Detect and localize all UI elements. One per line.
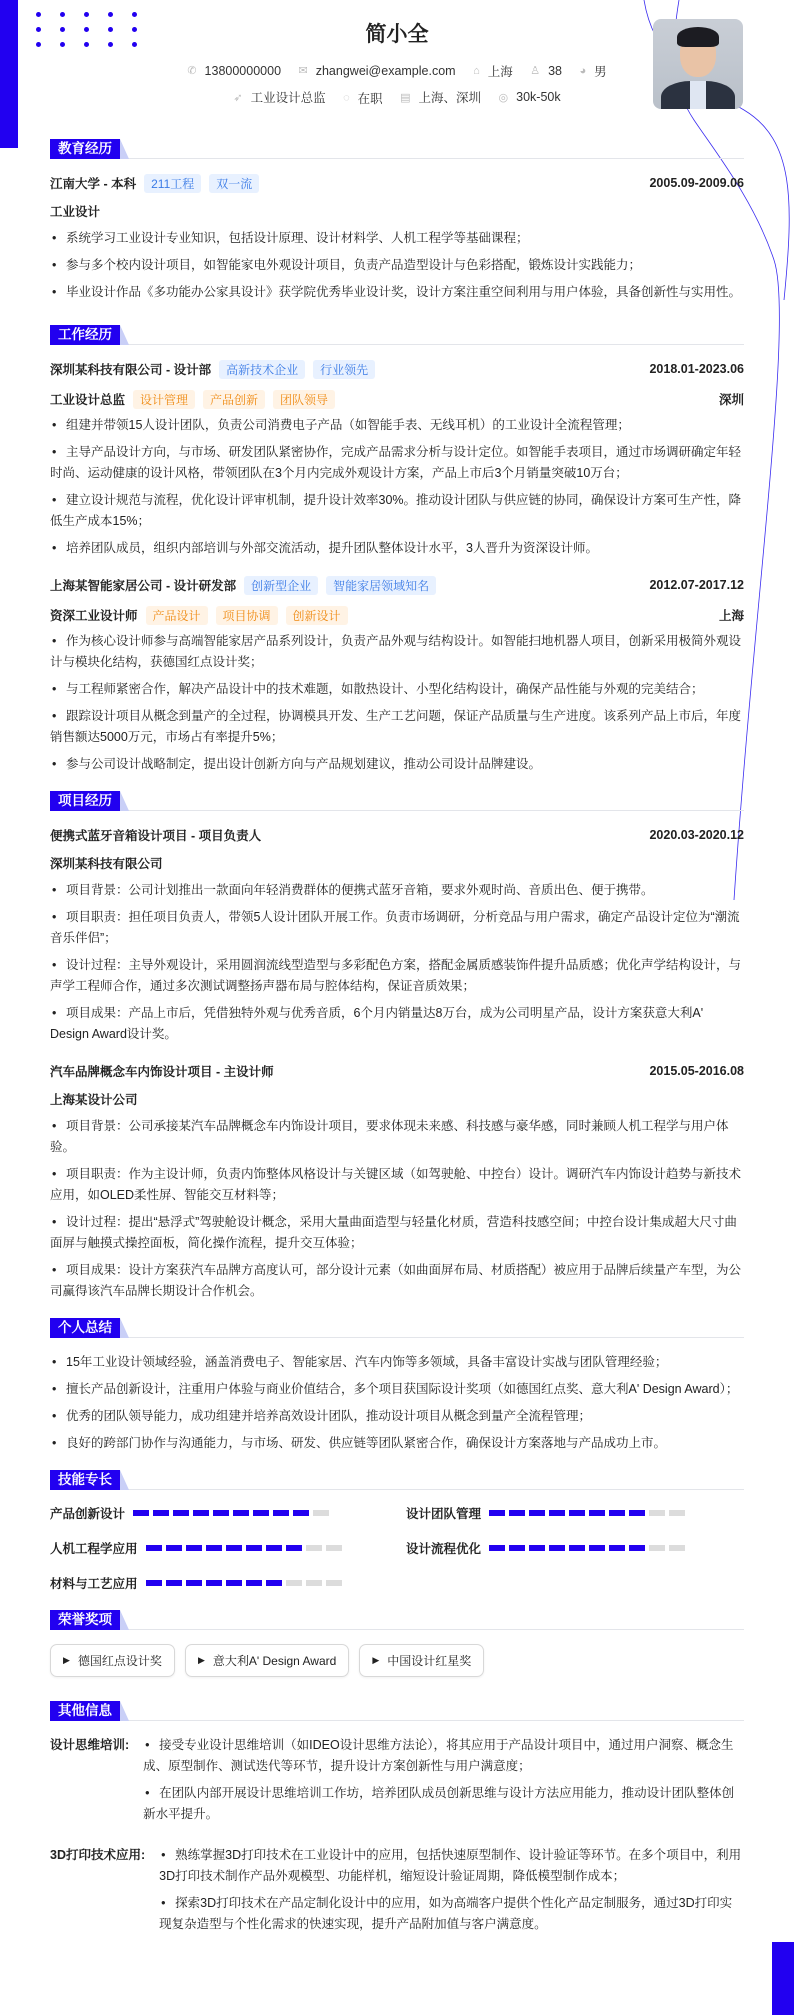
bullet-item: • 项目职责：作为主设计师，负责内饰整体风格设计与关键区域（如驾驶舱、中控台）设计。调研汽车内饰设计趋势与新技术应用，如OLED柔性屏、智能交互材料等； — [50, 1164, 744, 1206]
section-title: 荣誉奖项 — [50, 1610, 120, 1630]
major: 工业设计 — [50, 205, 101, 219]
level-segment-filled — [193, 1510, 209, 1516]
dot — [132, 12, 137, 17]
project-entry — [50, 1061, 744, 1302]
bullet-item: • 接受专业设计思维培训（如IDEO设计思维方法论），将其应用于产品设计项目中，通过用户洞察、概念生成、原型制作、测试迭代等环节，提升设计方案创新性与用户满意度； — [143, 1735, 744, 1777]
skills-grid — [50, 1504, 744, 1592]
contact-row — [0, 62, 794, 80]
project-title: 便携式蓝牙音箱设计项目 - 项目负责人 — [50, 829, 262, 843]
bullet-list — [50, 1116, 744, 1302]
job-intent-row — [0, 88, 794, 107]
level-segment-filled — [166, 1580, 182, 1586]
bullet-item: • 作为核心设计师参与高端智能家居产品系列设计，负责产品外观与结构设计。如智能扫地机器人项目，创新采用极简外观设计与模块化结构，获德国红点设计奖； — [50, 631, 744, 673]
tag: 设计管理 — [133, 390, 195, 409]
award-name: 意大利A' Design Award — [212, 1654, 337, 1668]
level-segment-filled — [286, 1545, 302, 1551]
position: 工业设计总监 — [250, 91, 326, 105]
tag: 创新型企业 — [244, 576, 318, 595]
section-title: 项目经历 — [50, 791, 120, 811]
city: 上海 — [487, 65, 513, 79]
bullet-list — [50, 1352, 744, 1454]
other-info-label: 3D打印技术应用: — [50, 1848, 146, 1862]
section-header-other — [50, 1701, 744, 1721]
tag: 高新技术企业 — [219, 360, 305, 379]
email-icon: ✉ — [298, 65, 308, 77]
work-header — [50, 359, 744, 379]
status-icon: ◌ — [343, 91, 350, 104]
gender: 男 — [594, 65, 607, 79]
decorative-corner-bar — [772, 1942, 794, 2015]
award-name: 德国红点设计奖 — [77, 1654, 162, 1668]
bullet-item: • 参与公司设计战略制定，提出设计创新方向与产品规划建议，推动公司设计品牌建设。 — [50, 754, 744, 775]
bullet-item: • 参与多个校内设计项目，如智能家电外观设计项目，负责产品造型设计与色彩搭配，锻炼设计实践能力； — [50, 255, 744, 276]
level-segment-empty — [649, 1510, 665, 1516]
level-segment-filled — [246, 1545, 262, 1551]
tag: 产品设计 — [146, 606, 208, 625]
level-segment-filled — [213, 1510, 229, 1516]
salary-icon: ◎ — [498, 91, 509, 104]
level-segment-empty — [649, 1545, 665, 1551]
dot — [60, 12, 65, 17]
level-segment-filled — [266, 1545, 282, 1551]
bullet-item: • 优秀的团队领导能力，成功组建并培养高效设计团队，推动设计项目从概念到量产全流程管理； — [50, 1406, 744, 1427]
education-title-group — [50, 174, 259, 193]
bullet-item: • 项目背景：公司计划推出一款面向年轻消费群体的便携式蓝牙音箱，要求外观时尚、音质出色、便于携带。 — [50, 880, 744, 901]
tag: 产品创新 — [203, 390, 265, 409]
age: 38 — [548, 63, 562, 78]
bullet-item: • 毕业设计作品《多功能办公家具设计》获学院优秀毕业设计奖，设计方案注重空间利用与用户体验，具备创新性与实用性。 — [50, 282, 744, 303]
level-segment-filled — [529, 1510, 545, 1516]
phone: 13800000000 — [204, 63, 282, 78]
date: 2020.03-2020.12 — [649, 828, 744, 842]
date: 2015.05-2016.08 — [649, 1064, 744, 1078]
target-city: 上海、深圳 — [418, 91, 482, 105]
level-segment-empty — [326, 1580, 342, 1586]
skill-item — [406, 1539, 744, 1557]
skill-item — [406, 1504, 744, 1522]
section-header-awards — [50, 1610, 744, 1630]
bullet-item: • 组建并带领15人设计团队，负责公司消费电子产品（如智能手表、无线耳机）的工业设计全流程管理； — [50, 415, 744, 436]
level-segment-filled — [549, 1545, 565, 1551]
level-segment-filled — [233, 1510, 249, 1516]
section-title: 技能专长 — [50, 1470, 120, 1490]
tag: 211工程 — [144, 174, 201, 193]
bullet-list — [50, 880, 744, 1045]
level-segment-filled — [273, 1510, 289, 1516]
building-icon: ▤ — [400, 91, 411, 104]
candidate-name: 简小全 — [365, 23, 429, 46]
dot — [84, 12, 89, 17]
resume-content — [50, 139, 744, 1955]
tag: 行业领先 — [313, 360, 375, 379]
education-header — [50, 173, 744, 193]
bullet-item: • 设计过程：提出“悬浮式”驾驶舱设计概念，采用大量曲面造型与轻量化材质，营造科技感空间；中控台设计集成超大尺寸曲面屏与触摸式操控面板，简化操作流程，提升交互体验； — [50, 1212, 744, 1254]
skill-level-bar — [133, 1510, 329, 1516]
skill-name: 产品创新设计 — [50, 1507, 126, 1521]
role-group — [50, 390, 335, 409]
level-segment-filled — [489, 1545, 505, 1551]
level-segment-empty — [306, 1580, 322, 1586]
section-header-projects — [50, 791, 744, 811]
skill-name: 设计流程优化 — [406, 1542, 482, 1556]
school: 江南大学 - 本科 — [50, 177, 137, 191]
skill-item — [50, 1574, 406, 1592]
bullet-item: • 良好的跨部门协作与沟通能力，与市场、研发、供应链等团队紧密合作，确保设计方案落地与产品成功上市。 — [50, 1433, 744, 1454]
bullet-item: • 项目职责：担任项目负责人，带领5人设计团队开展工作。负责市场调研，分析竞品与用户需求，确定产品设计定位为“潮流音乐伴侣”； — [50, 907, 744, 949]
level-segment-filled — [133, 1510, 149, 1516]
company: 上海某智能家居公司 - 设计研发部 — [50, 579, 237, 593]
level-segment-filled — [226, 1545, 242, 1551]
role: 资深工业设计师 — [50, 609, 138, 623]
skill-item — [50, 1539, 406, 1557]
role: 工业设计总监 — [50, 393, 126, 407]
project-company: 上海某设计公司 — [50, 1093, 138, 1107]
section-title: 教育经历 — [50, 139, 120, 159]
dot — [108, 12, 113, 17]
date: 2018.01-2023.06 — [649, 362, 744, 376]
role-row — [50, 605, 744, 625]
role-row — [50, 389, 744, 409]
bullet-item: • 在团队内部开展设计思维培训工作坊，培养团队成员创新思维与设计方法应用能力，推动设计团队整体创新水平提升。 — [143, 1783, 744, 1825]
level-segment-filled — [629, 1545, 645, 1551]
level-segment-filled — [186, 1545, 202, 1551]
award-chip — [185, 1644, 349, 1677]
bullet-item: • 15年工业设计领域经验，涵盖消费电子、智能家居、汽车内饰等多领域，具备丰富设计实战与团队管理经验； — [50, 1352, 744, 1373]
other-info-body — [145, 1845, 744, 1941]
bullet-list — [50, 228, 744, 303]
level-segment-filled — [173, 1510, 189, 1516]
level-segment-filled — [246, 1580, 262, 1586]
home-icon: ⌂ — [473, 65, 480, 77]
dot — [36, 12, 41, 17]
location: 上海 — [718, 609, 744, 623]
bullet-list — [129, 1735, 744, 1825]
level-segment-filled — [266, 1580, 282, 1586]
section-title: 个人总结 — [50, 1318, 120, 1338]
bullet-item: • 探索3D打印技术在产品定制化设计中的应用，如为高端客户提供个性化产品定制服务，通过3D打印实现复杂造型与个性化需求的快速实现，提升产品附加值与客户满意度。 — [159, 1893, 744, 1935]
level-segment-filled — [146, 1580, 162, 1586]
level-segment-filled — [589, 1545, 605, 1551]
date: 2005.09-2009.06 — [649, 176, 744, 190]
level-segment-filled — [569, 1545, 585, 1551]
gender-icon: ◕ — [579, 65, 587, 77]
level-segment-filled — [509, 1510, 525, 1516]
date: 2012.07-2017.12 — [649, 578, 744, 592]
section-header-education — [50, 139, 744, 159]
project-entry — [50, 825, 744, 1045]
level-segment-empty — [669, 1545, 685, 1551]
status: 在职 — [357, 91, 383, 106]
bullet-item: • 项目成果：产品上市后，凭借独特外观与优秀音质，6个月内销量达8万台，成为公司明星产品，设计方案获意大利A' Design Award设计奖。 — [50, 1003, 744, 1045]
skill-name: 人机工程学应用 — [50, 1542, 138, 1556]
level-segment-filled — [153, 1510, 169, 1516]
level-segment-filled — [146, 1545, 162, 1551]
section-title: 其他信息 — [50, 1701, 120, 1721]
location: 深圳 — [718, 393, 744, 407]
award-chip — [359, 1644, 484, 1677]
role-group — [50, 606, 348, 625]
triangle-right-icon: ▶ — [63, 1655, 70, 1665]
tag: 智能家居领域知名 — [326, 576, 436, 595]
triangle-right-icon: ▶ — [197, 1655, 205, 1665]
skill-name: 材料与工艺应用 — [50, 1577, 138, 1591]
project-company: 深圳某科技有限公司 — [50, 857, 163, 871]
company: 深圳某科技有限公司 - 设计部 — [50, 363, 212, 377]
section-header-work — [50, 325, 744, 345]
project-title: 汽车品牌概念车内饰设计项目 - 主设计师 — [50, 1065, 274, 1079]
level-segment-filled — [186, 1580, 202, 1586]
bullet-item: • 设计过程：主导外观设计，采用圆润流线型造型与多彩配色方案，搭配金属质感装饰件提升品质感；优化声学结构设计，与声学工程师合作，通过多次测试调整扬声器布局与腔体结构，保证音质效果； — [50, 955, 744, 997]
award-name: 中国设计红星奖 — [387, 1654, 472, 1668]
section-header-summary — [50, 1318, 744, 1338]
other-info-item — [50, 1845, 744, 1941]
level-segment-filled — [206, 1580, 222, 1586]
level-segment-filled — [293, 1510, 309, 1516]
bullet-item: • 熟练掌握3D打印技术在工业设计中的应用，包括快速原型制作、设计验证等环节。在多个项目中，利用3D打印技术制作产品外观模型、功能样机，缩短设计验证周期，降低模型制作成本； — [159, 1845, 744, 1887]
bullet-item: • 擅长产品创新设计，注重用户体验与商业价值结合，多个项目获国际设计奖项（如德国红点奖、意大利A' Design Award）； — [50, 1379, 744, 1400]
bullet-item: • 主导产品设计方向，与市场、研发团队紧密协作，完成产品需求分析与设计定位。如智能手表项目，通过市场调研确定年轻时尚、运动健康的设计风格，带领团队在3个月内完成外观设计方案，产品上市后3个月销量突破10万台； — [50, 442, 744, 484]
section-title: 工作经历 — [50, 325, 120, 345]
level-segment-filled — [609, 1510, 625, 1516]
work-header — [50, 575, 744, 595]
skill-level-bar — [489, 1545, 685, 1551]
level-segment-empty — [669, 1510, 685, 1516]
level-segment-filled — [589, 1510, 605, 1516]
bullet-item: • 项目背景：公司承接某汽车品牌概念车内饰设计项目，要求体现未来感、科技感与豪华感，同时兼顾人机工程学与用户体验。 — [50, 1116, 744, 1158]
triangle-right-icon: ▶ — [372, 1655, 380, 1665]
skill-item — [50, 1504, 406, 1522]
level-segment-filled — [206, 1545, 222, 1551]
level-segment-filled — [489, 1510, 505, 1516]
skill-name: 设计团队管理 — [406, 1507, 482, 1521]
level-segment-filled — [609, 1545, 625, 1551]
summary-list — [50, 1352, 744, 1454]
company-group — [50, 576, 436, 595]
level-segment-filled — [549, 1510, 565, 1516]
bullet-list — [50, 631, 744, 775]
level-segment-empty — [306, 1545, 322, 1551]
other-info-label: 设计思维培训: — [50, 1738, 130, 1752]
salary: 30k-50k — [516, 90, 561, 104]
skill-level-bar — [489, 1510, 685, 1516]
skill-level-bar — [146, 1545, 342, 1551]
section-header-skills — [50, 1470, 744, 1490]
tag: 创新设计 — [286, 606, 348, 625]
email: zhangwei@example.com — [315, 63, 456, 78]
company-group — [50, 360, 375, 379]
project-header — [50, 825, 744, 845]
other-info-body — [129, 1735, 744, 1831]
level-segment-filled — [569, 1510, 585, 1516]
level-segment-filled — [509, 1545, 525, 1551]
level-segment-empty — [286, 1580, 302, 1586]
age-icon: ♙ — [530, 65, 541, 77]
tag: 双一流 — [209, 174, 259, 193]
bullet-item: • 建立设计规范与流程，优化设计评审机制，提升设计效率30%。推动设计团队与供应链的协同，确保设计方案可生产性，降低生产成本15%； — [50, 490, 744, 532]
education-entry — [50, 173, 744, 303]
skill-level-bar — [146, 1580, 342, 1586]
bullet-item: • 项目成果：设计方案获汽车品牌方高度认可，部分设计元素（如曲面屏布局、材质搭配）被应用于品牌后续量产车型，为公司赢得该汽车品牌长期设计合作机会。 — [50, 1260, 744, 1302]
bullet-item: • 与工程师紧密合作，解决产品设计中的技术难题，如散热设计、小型化结构设计，确保产品性能与外观的完美结合； — [50, 679, 744, 700]
bullet-list — [145, 1845, 744, 1935]
phone-icon: ✆ — [187, 65, 197, 77]
tag: 项目协调 — [216, 606, 278, 625]
other-info-item — [50, 1735, 744, 1831]
level-segment-empty — [313, 1510, 329, 1516]
tag: 团队领导 — [273, 390, 335, 409]
level-segment-filled — [166, 1545, 182, 1551]
level-segment-filled — [629, 1510, 645, 1516]
level-segment-filled — [253, 1510, 269, 1516]
send-icon: ➶ — [233, 91, 243, 104]
award-chip — [50, 1644, 175, 1677]
bullet-item: • 培养团队成员，组织内部培训与外部交流活动，提升团队整体设计水平，3人晋升为资深设计师。 — [50, 538, 744, 559]
project-header — [50, 1061, 744, 1081]
work-entry — [50, 359, 744, 559]
level-segment-filled — [226, 1580, 242, 1586]
bullet-list — [50, 415, 744, 559]
level-segment-empty — [326, 1545, 342, 1551]
bullet-item: • 跟踪设计项目从概念到量产的全过程，协调模具开发、生产工艺问题，保证产品质量与生产进度。该系列产品上市后，年度销售额达5000万元，市场占有率提升5%； — [50, 706, 744, 748]
bullet-item: • 系统学习工业设计专业知识，包括设计原理、设计材料学、人机工程学等基础课程； — [50, 228, 744, 249]
work-entry — [50, 575, 744, 775]
awards-list — [50, 1644, 744, 1677]
level-segment-filled — [529, 1545, 545, 1551]
